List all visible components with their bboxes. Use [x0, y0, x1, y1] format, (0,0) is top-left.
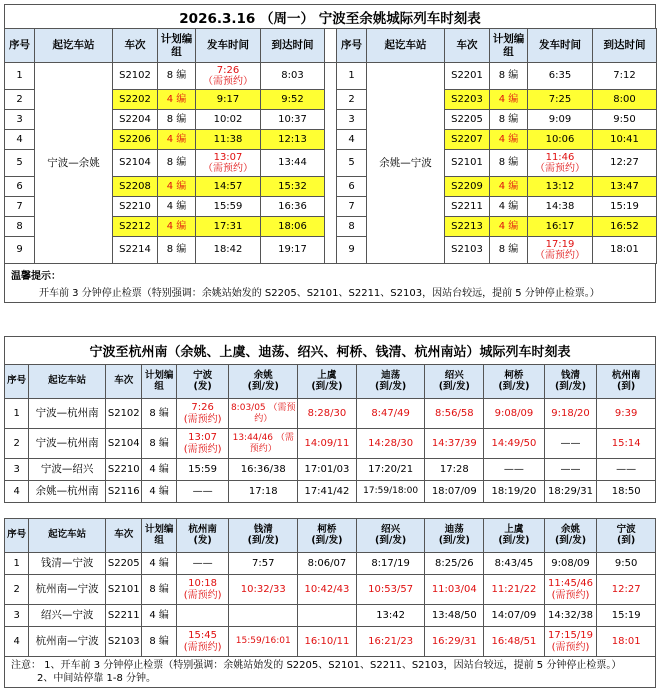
- station-time: 8:43/45: [484, 553, 545, 575]
- column-header: 序号: [5, 519, 29, 553]
- train-number: S2204: [113, 110, 158, 130]
- train-group: 4 编: [158, 217, 196, 237]
- row-number: 5: [337, 150, 367, 177]
- departure-time: [528, 237, 593, 264]
- column-header: 计划编组: [158, 29, 196, 63]
- reservation-note: （需预约）: [203, 163, 253, 174]
- station-time: [298, 605, 357, 627]
- station-time: ——: [597, 459, 656, 481]
- train-group: 8 编: [158, 150, 196, 177]
- train-number: S2205: [106, 553, 142, 575]
- table-row: [5, 63, 657, 90]
- train-number: S2102: [113, 63, 158, 90]
- row-number: 2: [5, 429, 29, 459]
- station-time: 15:19: [597, 605, 656, 627]
- column-gap: [325, 29, 337, 63]
- station-time: 15:45 (需预约): [176, 627, 229, 657]
- column-header: 绍兴 (到/发): [356, 519, 425, 553]
- column-header: 上虞 (到/发): [484, 519, 545, 553]
- train-number: S2211: [106, 605, 142, 627]
- station-time: 17:59/18:00: [356, 481, 425, 503]
- arrival-time: 9:52: [261, 90, 325, 110]
- station-time: 18:29/31: [544, 481, 597, 503]
- train-group: 4 编: [490, 197, 528, 217]
- column-header: 车次: [445, 29, 490, 63]
- table-row: [5, 481, 656, 503]
- departure-time: [528, 90, 593, 110]
- column-header: 发车时间: [196, 29, 261, 63]
- train-number: S2209: [445, 177, 490, 197]
- station-time: 17:18: [229, 481, 298, 503]
- station-time: ——: [544, 429, 597, 459]
- station-time: 9:08/09: [544, 553, 597, 575]
- train-number: S2101: [445, 150, 490, 177]
- train-number: S2213: [445, 217, 490, 237]
- departure-time: [196, 110, 261, 130]
- row-number: 4: [5, 481, 29, 503]
- column-gap: [325, 150, 337, 177]
- column-header: 起讫车站: [29, 365, 106, 399]
- train-group: 8 编: [142, 627, 176, 657]
- column-gap: [325, 217, 337, 237]
- departure-time-value: 7:26: [216, 64, 240, 76]
- row-number: 9: [337, 237, 367, 264]
- column-gap: [325, 63, 337, 90]
- train-number: S2210: [113, 197, 158, 217]
- row-number: 2: [5, 575, 29, 605]
- departure-time: [528, 110, 593, 130]
- departure-time-value: 9:09: [548, 113, 572, 125]
- row-number: 7: [5, 197, 35, 217]
- header-row: [5, 29, 657, 63]
- station-time: 16:10/11: [298, 627, 357, 657]
- departure-time-value: 11:38: [213, 133, 243, 145]
- arrival-time: 13:44: [261, 150, 325, 177]
- train-group: 4 编: [490, 90, 528, 110]
- station-time: 14:28/30: [356, 429, 425, 459]
- departure-time-value: 7:25: [548, 93, 572, 105]
- departure-time: [196, 150, 261, 177]
- station-time: ——: [176, 553, 229, 575]
- train-group: 4 编: [142, 553, 176, 575]
- left-route-label: 宁波—余姚: [35, 63, 113, 264]
- column-header: 计划编组: [490, 29, 528, 63]
- column-gap: [325, 177, 337, 197]
- train-group: 8 编: [158, 237, 196, 264]
- arrival-time: 9:50: [593, 110, 657, 130]
- station-time: 17:28: [425, 459, 484, 481]
- column-header: 到达时间: [261, 29, 325, 63]
- row-number: 1: [337, 63, 367, 90]
- station-time: 18:01: [597, 627, 656, 657]
- table-row: [5, 627, 656, 657]
- station-time: ——: [484, 459, 545, 481]
- train-number: S2212: [113, 217, 158, 237]
- column-header: 车次: [106, 365, 142, 399]
- column-header: 迪荡 (到/发): [356, 365, 425, 399]
- arrival-time: 15:19: [593, 197, 657, 217]
- train-number: S2103: [106, 627, 142, 657]
- row-number: 3: [5, 459, 29, 481]
- row-number: 3: [5, 110, 35, 130]
- train-number: S2101: [106, 575, 142, 605]
- header-row: [5, 519, 656, 553]
- column-header: 钱清 (到/发): [229, 519, 298, 553]
- column-header: 起讫车站: [35, 29, 113, 63]
- station-time: 17:20/21: [356, 459, 425, 481]
- train-group: 8 编: [490, 110, 528, 130]
- reservation-note: （需预约）: [535, 163, 585, 174]
- route-label: 杭州南—宁波: [29, 627, 106, 657]
- station-time: 11:21/22: [484, 575, 545, 605]
- train-number: S2201: [445, 63, 490, 90]
- hangzhou-ningbo-timetable: [4, 518, 656, 688]
- column-gap: [325, 197, 337, 217]
- departure-time-value: 14:38: [545, 200, 575, 212]
- departure-time-value: 17:19: [545, 238, 575, 250]
- table-row: [5, 575, 656, 605]
- row-number: 5: [5, 150, 35, 177]
- route-label: 绍兴—宁波: [29, 605, 106, 627]
- column-header: 序号: [5, 365, 29, 399]
- column-header: 杭州南 (发): [176, 519, 229, 553]
- arrival-time: 16:36: [261, 197, 325, 217]
- row-number: 3: [337, 110, 367, 130]
- arrival-time: 15:32: [261, 177, 325, 197]
- train-number: S2205: [445, 110, 490, 130]
- train-group: 4 编: [158, 90, 196, 110]
- row-number: 7: [337, 197, 367, 217]
- station-time: 13:07 (需预约): [176, 429, 229, 459]
- station-time: 14:32/38: [544, 605, 597, 627]
- column-header: 序号: [337, 29, 367, 63]
- departure-time-value: 6:35: [548, 70, 572, 82]
- departure-time: [196, 177, 261, 197]
- station-time: 14:09/11: [298, 429, 357, 459]
- row-number: 4: [337, 130, 367, 150]
- station-time: 12:27: [597, 575, 656, 605]
- arrival-time: 16:52: [593, 217, 657, 237]
- station-time: 7:57: [229, 553, 298, 575]
- row-number: 9: [5, 237, 35, 264]
- table-row: [5, 399, 656, 429]
- arrival-time: 7:12: [593, 63, 657, 90]
- ningbo-hangzhou-timetable: [4, 336, 656, 503]
- station-time: 13:44/46 （需预约）: [229, 429, 298, 459]
- station-time: 11:03/04: [425, 575, 484, 605]
- column-header: 序号: [5, 29, 35, 63]
- station-time: 9:39: [597, 399, 656, 429]
- station-time: 9:50: [597, 553, 656, 575]
- train-group: 4 编: [490, 217, 528, 237]
- row-number: 6: [5, 177, 35, 197]
- train-group: 4 编: [158, 130, 196, 150]
- header-row: [5, 365, 656, 399]
- departure-time-value: 13:12: [545, 180, 575, 192]
- train-group: 4 编: [490, 177, 528, 197]
- column-header: 宁波 (发): [176, 365, 229, 399]
- departure-time-value: 11:46: [545, 151, 575, 163]
- reservation-note: （需预约）: [203, 76, 253, 87]
- column-header: 杭州南 (到): [597, 365, 656, 399]
- departure-time: [528, 197, 593, 217]
- departure-time: [196, 90, 261, 110]
- station-time: 17:01/03: [298, 459, 357, 481]
- route-label: 宁波—绍兴: [29, 459, 106, 481]
- row-number: 1: [5, 399, 29, 429]
- train-number: S2104: [106, 429, 142, 459]
- station-time: 7:26 (需预约): [176, 399, 229, 429]
- timetable-title: 2026.3.16 （周一） 宁波至余姚城际列车时刻表: [4, 4, 656, 28]
- departure-time: [528, 150, 593, 177]
- station-time: ——: [176, 481, 229, 503]
- arrival-time: 12:27: [593, 150, 657, 177]
- column-header: 起讫车站: [29, 519, 106, 553]
- train-group: 8 编: [158, 63, 196, 90]
- departure-time: [528, 63, 593, 90]
- column-gap: [325, 110, 337, 130]
- column-header: 余姚 (到/发): [544, 519, 597, 553]
- train-group: 4 编: [142, 459, 176, 481]
- station-time: 18:19/20: [484, 481, 545, 503]
- route-label: 余姚—杭州南: [29, 481, 106, 503]
- station-time: 8:56/58: [425, 399, 484, 429]
- column-header: 柯桥 (到/发): [298, 519, 357, 553]
- train-number: S2116: [106, 481, 142, 503]
- route-label: 钱清—宁波: [29, 553, 106, 575]
- route-label: 宁波—杭州南: [29, 399, 106, 429]
- ningbo-yuyao-timetable: [4, 4, 656, 303]
- column-header: 车次: [113, 29, 158, 63]
- column-header: 钱清 (到/发): [544, 365, 597, 399]
- station-time: 9:18/20: [544, 399, 597, 429]
- column-header: 计划编组: [142, 365, 176, 399]
- train-number: S2206: [113, 130, 158, 150]
- hangzhou-ningbo-table: [4, 518, 656, 657]
- departure-time: [196, 237, 261, 264]
- station-time: 15:14: [597, 429, 656, 459]
- train-number: S2202: [113, 90, 158, 110]
- station-time: 10:53/57: [356, 575, 425, 605]
- train-group: 4 编: [158, 197, 196, 217]
- departure-time: [196, 130, 261, 150]
- column-header: 计划编组: [142, 519, 176, 553]
- arrival-time: 19:17: [261, 237, 325, 264]
- row-number: 2: [5, 90, 35, 110]
- row-number: 8: [337, 217, 367, 237]
- station-time: 8:47/49: [356, 399, 425, 429]
- train-group: 8 编: [490, 237, 528, 264]
- footer-notes: [4, 657, 656, 688]
- train-group: 8 编: [490, 150, 528, 177]
- table-row: [5, 429, 656, 459]
- column-header: 余姚 (到/发): [229, 365, 298, 399]
- route-label: 宁波—杭州南: [29, 429, 106, 459]
- row-number: 1: [5, 63, 35, 90]
- row-number: 6: [337, 177, 367, 197]
- station-time: 13:42: [356, 605, 425, 627]
- departure-time: [528, 130, 593, 150]
- station-time: 15:59: [176, 459, 229, 481]
- train-group: 8 编: [158, 110, 196, 130]
- row-number: 1: [5, 553, 29, 575]
- arrival-time: 10:37: [261, 110, 325, 130]
- train-group: 4 编: [158, 177, 196, 197]
- station-time: 13:48/50: [425, 605, 484, 627]
- station-time: 16:36/38: [229, 459, 298, 481]
- departure-time-value: 10:06: [545, 133, 575, 145]
- station-time: 14:49/50: [484, 429, 545, 459]
- footer-note-1: 注意： 1、开车前 3 分钟停止检票（特别强调：余姚站始发的 S2205、S2101、S2211、S2103，因站台较远，提前 5 分钟停止检票。）: [11, 660, 622, 671]
- arrival-time: 18:06: [261, 217, 325, 237]
- ningbo-hangzhou-table: [4, 364, 656, 503]
- table-row: [5, 459, 656, 481]
- reservation-note: （需预约）: [535, 250, 585, 261]
- train-group: 8 编: [142, 399, 176, 429]
- station-time: 16:29/31: [425, 627, 484, 657]
- column-header: 起讫车站: [367, 29, 445, 63]
- arrival-time: 18:01: [593, 237, 657, 264]
- tips-title: 温馨提示：: [11, 271, 61, 282]
- column-header: 上虞 (到/发): [298, 365, 357, 399]
- tips-text: 开车前 3 分钟停止检票（特别强调：余姚站始发的 S2205、S2101、S2211、S2103，因站台较远，提前 5 分钟停止检票。）: [39, 288, 600, 299]
- departure-time-value: 15:59: [213, 200, 243, 212]
- train-number: S2203: [445, 90, 490, 110]
- station-time: 14:07/09: [484, 605, 545, 627]
- column-gap: [325, 130, 337, 150]
- station-time: 8:03/05 （需预约）: [229, 399, 298, 429]
- train-number: S2103: [445, 237, 490, 264]
- row-number: 4: [5, 627, 29, 657]
- column-header: 车次: [106, 519, 142, 553]
- station-time: 10:32/33: [229, 575, 298, 605]
- arrival-time: 12:13: [261, 130, 325, 150]
- station-time: 10:42/43: [298, 575, 357, 605]
- station-time: 11:45/46 (需预约): [544, 575, 597, 605]
- footer-note-2: 2、中间站停靠 1-8 分钟。: [37, 673, 157, 684]
- departure-time-value: 9:17: [216, 93, 240, 105]
- station-time: 10:18 (需预约): [176, 575, 229, 605]
- column-header: 发车时间: [528, 29, 593, 63]
- train-group: 8 编: [490, 63, 528, 90]
- departure-time-value: 18:42: [213, 244, 243, 256]
- station-time: 18:07/09: [425, 481, 484, 503]
- column-gap: [325, 237, 337, 264]
- route-label: 杭州南—宁波: [29, 575, 106, 605]
- train-group: 4 编: [490, 130, 528, 150]
- column-header: 到达时间: [593, 29, 657, 63]
- departure-time: [528, 177, 593, 197]
- departure-time: [528, 217, 593, 237]
- departure-time: [196, 197, 261, 217]
- station-time: [229, 605, 298, 627]
- row-number: 8: [5, 217, 35, 237]
- table-row: [5, 553, 656, 575]
- ningbo-yuyao-table: [4, 28, 657, 264]
- departure-time-value: 16:17: [545, 220, 575, 232]
- departure-time-value: 10:02: [213, 113, 243, 125]
- column-header: 柯桥 (到/发): [484, 365, 545, 399]
- station-time: 14:37/39: [425, 429, 484, 459]
- station-time: 18:50: [597, 481, 656, 503]
- train-number: S2207: [445, 130, 490, 150]
- column-gap: [325, 90, 337, 110]
- station-time: 8:28/30: [298, 399, 357, 429]
- tips-box: [4, 264, 656, 303]
- departure-time: [196, 63, 261, 90]
- train-number: S2210: [106, 459, 142, 481]
- departure-time-value: 13:07: [213, 151, 243, 163]
- station-time: 8:17/19: [356, 553, 425, 575]
- station-time: 9:08/09: [484, 399, 545, 429]
- train-number: S2211: [445, 197, 490, 217]
- row-number: 4: [5, 130, 35, 150]
- station-time: 17:41/42: [298, 481, 357, 503]
- station-time: [176, 605, 229, 627]
- column-header: 宁波 (到): [597, 519, 656, 553]
- train-number: S2102: [106, 399, 142, 429]
- departure-time: [196, 217, 261, 237]
- station-time: 17:15/19 (需预约): [544, 627, 597, 657]
- train-number: S2104: [113, 150, 158, 177]
- arrival-time: 8:00: [593, 90, 657, 110]
- table-row: [5, 605, 656, 627]
- train-group: 4 编: [142, 605, 176, 627]
- departure-time-value: 17:31: [213, 220, 243, 232]
- station-time: 8:25/26: [425, 553, 484, 575]
- station-time: 16:48/51: [484, 627, 545, 657]
- train-number: S2208: [113, 177, 158, 197]
- timetable2-title: 宁波至杭州南（余姚、上虞、迪荡、绍兴、柯桥、钱清、杭州南站）城际列车时刻表: [4, 336, 656, 364]
- train-group: 8 编: [142, 429, 176, 459]
- train-number: S2214: [113, 237, 158, 264]
- arrival-time: 8:03: [261, 63, 325, 90]
- station-time: ——: [544, 459, 597, 481]
- arrival-time: 13:47: [593, 177, 657, 197]
- right-route-label: 余姚—宁波: [367, 63, 445, 264]
- station-time: 15:59/16:01: [229, 627, 298, 657]
- row-number: 3: [5, 605, 29, 627]
- arrival-time: 10:41: [593, 130, 657, 150]
- train-group: 4 编: [142, 481, 176, 503]
- train-group: 8 编: [142, 575, 176, 605]
- departure-time-value: 14:57: [213, 180, 243, 192]
- station-time: 16:21/23: [356, 627, 425, 657]
- station-time: 8:06/07: [298, 553, 357, 575]
- row-number: 2: [337, 90, 367, 110]
- column-header: 迪荡 (到/发): [425, 519, 484, 553]
- column-header: 绍兴 (到/发): [425, 365, 484, 399]
